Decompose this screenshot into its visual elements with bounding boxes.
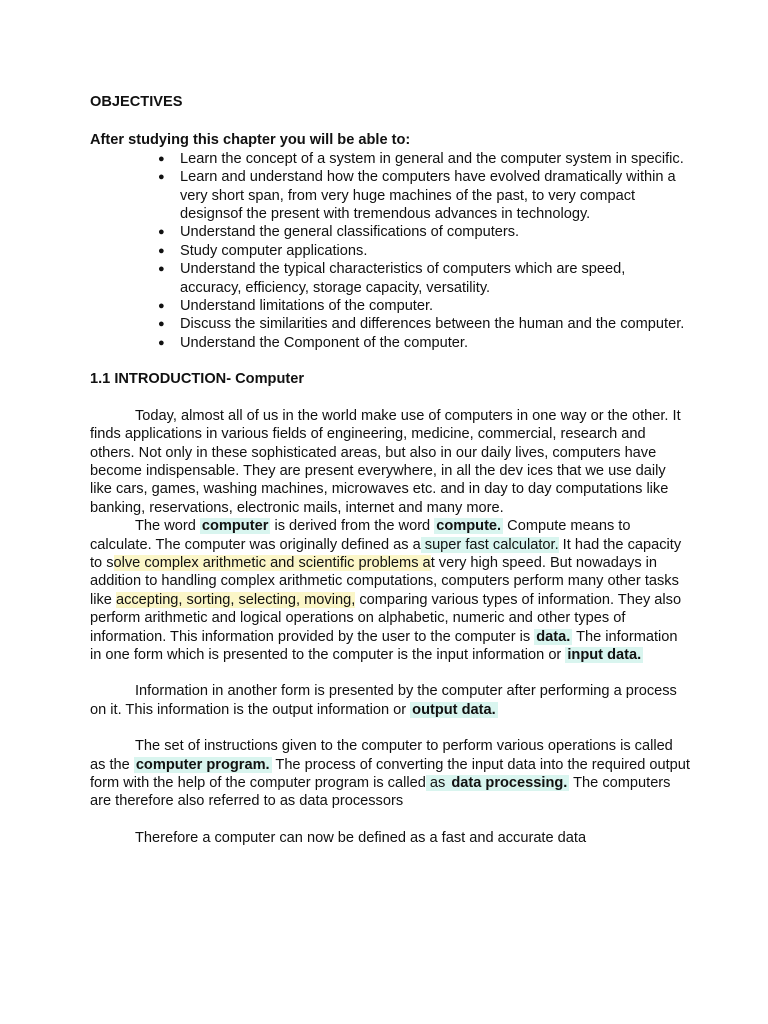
text-run: is derived from the word xyxy=(270,518,435,535)
intro-paragraph-3 xyxy=(90,682,690,719)
text-run: The word xyxy=(135,518,200,535)
objectives-list xyxy=(90,150,690,352)
text-run: The process of converting the input data into the required output form with the help of the computer program is called xyxy=(90,756,690,791)
highlight-solve-problems: olve complex arithmetic and scientific problems a xyxy=(113,554,431,571)
keyword-output-data: output data. xyxy=(412,701,496,718)
keyword-compute: compute. xyxy=(436,518,502,535)
text-run: Information in another form is presented by the computer after performing a process on it. This information is the output information or xyxy=(90,683,677,718)
introduction-heading: 1.1 INTRODUCTION- Computer xyxy=(90,371,305,388)
list-item: ● Discuss the similarities and differences between the human and the computer. xyxy=(180,315,690,333)
list-item: ● Learn the concept of a system in general and the computer system in specific. xyxy=(180,150,690,168)
highlight-tasks: accepting, sorting, selecting, moving, xyxy=(115,591,356,608)
list-item: ● Understand the general classifications of computers. xyxy=(180,223,690,241)
objectives-heading: OBJECTIVES xyxy=(90,94,183,110)
objectives-lead: After studying this chapter you will be able to: xyxy=(90,132,411,149)
text-run: comparing various types of information. They also perform arithmetic and logical operations on alphabetic, numeric and other types of information. This information provided by the user to the computer is xyxy=(90,591,682,645)
list-item: ● Understand the typical characteristics of computers which are speed, accuracy, efficiency, storage capacity, versatility. xyxy=(180,260,690,297)
intro-paragraph-4 xyxy=(90,737,690,811)
keyword-data: data. xyxy=(536,628,571,645)
list-item: ● Learn and understand how the computers have evolved dramatically within a very short span, from very huge machines of the past, to very compact designsof the present with tremendous advances in technology. xyxy=(180,168,690,223)
keyword-input-data: input data. xyxy=(567,646,642,663)
intro-paragraph-5: Therefore a computer can now be defined as a fast and accurate data xyxy=(135,829,587,846)
list-item: ● Understand limitations of the computer. xyxy=(180,297,690,315)
list-item: ● Understand the Component of the computer. xyxy=(180,334,690,352)
intro-paragraph-2 xyxy=(90,517,690,664)
document-page xyxy=(90,93,690,847)
text-run: t very high speed. But nowadays in addition to handling complex arithmetic computations, computers perform many other tasks like xyxy=(90,554,679,608)
text-run: It had the capacity to s xyxy=(90,536,682,571)
keyword-computer-program: computer program. xyxy=(135,756,270,773)
highlight-as: as xyxy=(425,775,450,791)
text-run: The set of instructions given to the computer to perform various operations is called as the xyxy=(90,738,673,773)
highlight-super-fast-calculator: super fast calculator. xyxy=(420,536,559,553)
list-item: ● Study computer applications. xyxy=(180,242,690,260)
keyword-data-processing: data processing. xyxy=(451,775,568,791)
text-run: Compute means to calculate. The computer was originally defined as a xyxy=(90,518,631,553)
text-run: The information in one form which is presented to the computer is the input information or xyxy=(90,628,678,663)
intro-paragraph-1: Today, almost all of us in the world make use of computers in one way or the other. It finds applications in various fields of engineering, medicine, commercial, research and others. Not only in these sophisticated areas, but also in our daily lives, computers have become indispensable. They are present everywhere, in all the dev ices that we use daily like cars, games, washing machines, microwaves etc. and in day to day computations like banking, reservations, electronic mails, internet and many more. xyxy=(90,407,681,516)
keyword-computer: computer xyxy=(201,518,269,535)
text-run: The computers are therefore also referred to as data processors xyxy=(90,775,671,810)
